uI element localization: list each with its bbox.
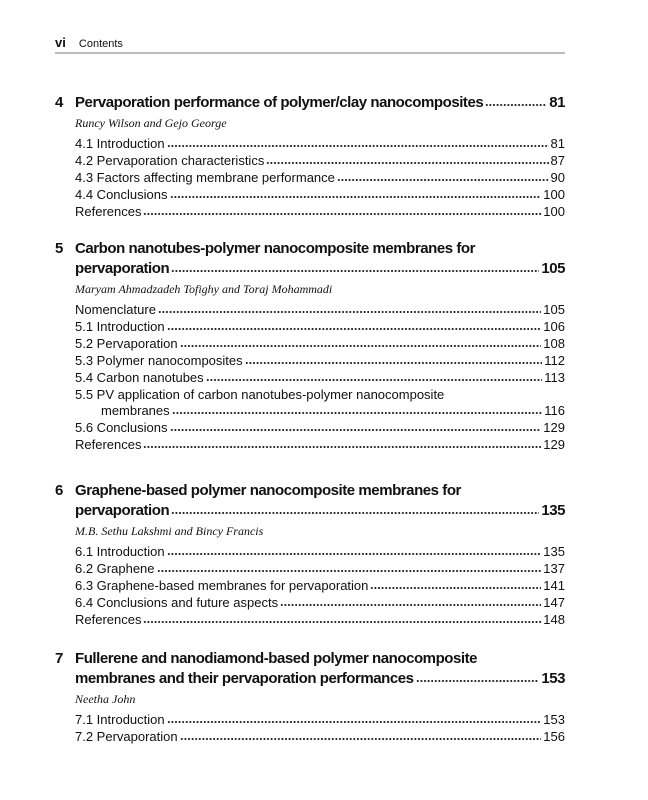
- section-label-continued: membranes: [101, 403, 170, 419]
- chapter-number: 5: [55, 240, 63, 257]
- section-page: 100: [543, 186, 565, 202]
- section-entry: [75, 370, 565, 387]
- chapter-title-line: [75, 239, 565, 259]
- section-label: References: [75, 437, 142, 453]
- chapter-title-text: [75, 239, 565, 279]
- dot-leader: [158, 310, 541, 314]
- dot-leader: [206, 378, 543, 382]
- chapter-title-line: [75, 501, 565, 521]
- section-label: 4.1 Introduction: [75, 136, 165, 151]
- title-line-text: pervaporation: [75, 260, 170, 277]
- dot-leader: [167, 720, 542, 724]
- running-header: [55, 35, 123, 50]
- dot-leader: [157, 569, 542, 573]
- dot-leader: [370, 586, 541, 590]
- section-page: 156: [543, 728, 565, 744]
- section-label: 6.3 Graphene-based membranes for pervaporation: [75, 577, 369, 593]
- section-label: References: [75, 203, 142, 219]
- section-entry: [75, 136, 565, 153]
- dot-leader: [180, 737, 542, 741]
- section-label: 5.3 Polymer nanocomposites: [75, 352, 243, 368]
- dot-leader: [485, 103, 547, 107]
- chapter-page: 153: [541, 670, 565, 687]
- title-line-text: Pervaporation performance of polymer/clay nanocomposites: [75, 94, 484, 111]
- section-label: 7.1 Introduction: [75, 712, 165, 727]
- section-label: 5.6 Conclusions: [75, 420, 168, 436]
- section-label: References: [75, 611, 142, 627]
- chapter-title-text: [75, 649, 565, 689]
- section-page: 108: [543, 335, 565, 351]
- section-entry: [75, 319, 565, 336]
- title-line-text: Carbon nanotubes-polymer nanocomposite membranes for: [75, 240, 475, 257]
- section-entry: [75, 187, 565, 204]
- section-page: 137: [543, 560, 565, 576]
- section-label: 5.4 Carbon nanotubes: [75, 369, 204, 385]
- chapter-title-line: [75, 93, 565, 113]
- section-entry-continued: [75, 403, 565, 420]
- dot-leader: [167, 144, 549, 148]
- section-entry: [75, 353, 565, 370]
- title-line-text: membranes and their pervaporation performances: [75, 670, 414, 687]
- section-entry: [75, 712, 565, 729]
- chapter-title: [55, 481, 565, 521]
- section-entry: [75, 561, 565, 578]
- dot-leader: [180, 344, 542, 348]
- chapter-authors: M.B. Sethu Lakshmi and Bincy Francis: [75, 524, 264, 538]
- chapter-title: [55, 93, 565, 113]
- section-page: 153: [543, 712, 565, 727]
- running-title: Contents: [78, 38, 123, 50]
- section-entry: [75, 170, 565, 187]
- section-entry: [75, 612, 565, 629]
- section-entry: [75, 153, 565, 170]
- section-entry: [75, 336, 565, 353]
- section-label: 6.2 Graphene: [75, 560, 155, 576]
- section-entry: [75, 387, 565, 404]
- chapter-number: 4: [55, 94, 63, 111]
- section-list: [75, 712, 565, 746]
- section-page: 81: [550, 136, 565, 151]
- section-entry: [75, 544, 565, 561]
- chapter-entry: [55, 239, 565, 454]
- section-label: 6.1 Introduction: [75, 544, 165, 559]
- section-label: 5.5 PV application of carbon nanotubes-polymer nanocomposite: [75, 386, 445, 402]
- chapter-title: [55, 649, 565, 689]
- section-list: [75, 544, 565, 629]
- section-label: 6.4 Conclusions and future aspects: [75, 594, 279, 610]
- section-page: 112: [544, 352, 565, 368]
- section-label: 5.2 Pervaporation: [75, 335, 178, 351]
- dot-leader: [280, 603, 541, 607]
- chapter-title-text: [75, 481, 565, 521]
- section-page: 113: [544, 369, 565, 385]
- chapter-title-line: [75, 669, 565, 689]
- section-entry: [75, 595, 565, 612]
- chapter-title-line: [75, 481, 565, 501]
- section-page: 135: [543, 544, 565, 559]
- section-page: 105: [543, 302, 565, 317]
- dot-leader: [245, 361, 543, 365]
- dot-leader: [143, 212, 541, 216]
- chapter-page: 105: [541, 260, 565, 277]
- chapter-page: 81: [549, 94, 565, 111]
- page-number: vi: [55, 35, 66, 50]
- title-line-text: Graphene-based polymer nanocomposite membranes for: [75, 482, 461, 499]
- section-page: 90: [550, 169, 565, 185]
- chapter-authors: Maryam Ahmadzadeh Tofighy and Toraj Mohammadi: [75, 282, 333, 296]
- chapter-number: 7: [55, 650, 63, 667]
- section-label: 4.3 Factors affecting membrane performance: [75, 169, 335, 185]
- section-entry: [75, 420, 565, 437]
- section-page: 87: [550, 152, 565, 168]
- dot-leader: [416, 679, 540, 683]
- section-page: 129: [543, 437, 565, 453]
- dot-leader: [170, 195, 542, 199]
- section-list: [75, 302, 565, 454]
- section-page: 100: [543, 203, 565, 219]
- section-label: 7.2 Pervaporation: [75, 728, 178, 744]
- title-line-text: pervaporation: [75, 502, 170, 519]
- section-page: 129: [543, 420, 565, 436]
- section-page: 116: [544, 403, 565, 419]
- chapter-entry: [55, 649, 565, 746]
- dot-leader: [172, 411, 543, 415]
- chapter-title-line: [75, 259, 565, 279]
- chapter-authors: Runcy Wilson and Gejo George: [75, 116, 227, 130]
- dot-leader: [337, 178, 549, 182]
- section-label: Nomenclature: [75, 302, 156, 317]
- section-entry: [75, 302, 565, 319]
- chapter-page: 135: [541, 502, 565, 519]
- chapter-entry: [55, 481, 565, 629]
- section-label: 4.2 Pervaporation characteristics: [75, 152, 265, 168]
- section-label: 4.4 Conclusions: [75, 186, 168, 202]
- section-page: 141: [543, 577, 565, 593]
- section-page: 148: [543, 611, 565, 627]
- section-entry: [75, 578, 565, 595]
- section-list: [75, 136, 565, 221]
- dot-leader: [266, 161, 548, 165]
- chapter-title: [55, 239, 565, 279]
- title-line-text: Fullerene and nanodiamond-based polymer nanocomposite: [75, 650, 478, 667]
- chapter-entry: [55, 93, 565, 221]
- chapter-authors: Neetha John: [75, 692, 136, 706]
- chapter-title-text: [75, 93, 565, 113]
- section-page: 147: [543, 594, 565, 610]
- dot-leader: [143, 620, 541, 624]
- section-entry: [75, 729, 565, 746]
- section-entry: [75, 437, 565, 454]
- dot-leader: [170, 428, 542, 432]
- header-rule: [55, 52, 565, 54]
- dot-leader: [167, 552, 542, 556]
- dot-leader: [143, 445, 541, 449]
- dot-leader: [167, 327, 542, 331]
- chapter-number: 6: [55, 482, 63, 499]
- section-entry: [75, 204, 565, 221]
- section-page: 106: [543, 318, 565, 334]
- section-label: 5.1 Introduction: [75, 318, 165, 334]
- chapter-title-line: [75, 649, 565, 669]
- dot-leader: [171, 269, 539, 273]
- dot-leader: [171, 511, 539, 515]
